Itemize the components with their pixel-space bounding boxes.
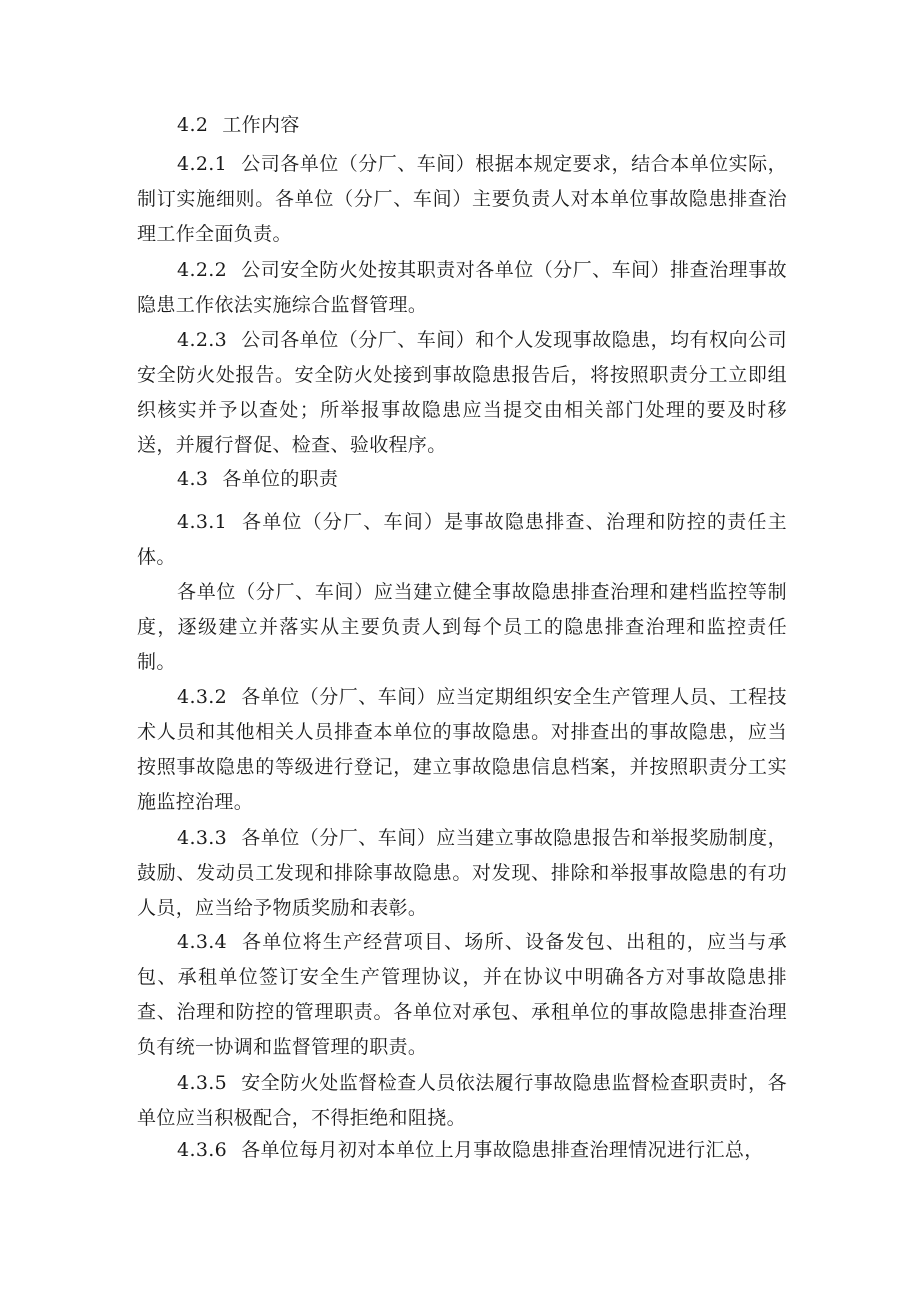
clause-4-3-1-detail <box>137 575 787 680</box>
clause-number: 4.3.5 <box>177 1072 228 1094</box>
clause-text: 各单位（分厂、车间）应当定期组织安全生产管理人员、工程技术人员和其他相关人员排查本单位的事故隐患。对排查出的事故隐患，应当按照事故隐患的等级进行登记，建立事故隐患信息档案，并按照职责分工实施监控治理。 <box>137 686 787 813</box>
clause-4-3-3 <box>137 821 787 926</box>
clause-number: 4.3.3 <box>177 827 228 849</box>
clause-text: 安全防火处监督检查人员依法履行事故隐患监督检查职责时，各单位应当积极配合，不得拒绝和阻挠。 <box>137 1072 787 1129</box>
clause-text: 工作内容 <box>222 114 300 136</box>
clause-number: 4.3.6 <box>177 1139 228 1161</box>
clause-number: 4.3.1 <box>177 511 228 533</box>
clause-number: 4.2.2 <box>177 259 228 281</box>
clause-4-3-2 <box>137 680 787 820</box>
clause-number: 4.3.4 <box>177 931 228 953</box>
clause-text: 各单位（分厂、车间）是事故隐患排查、治理和防控的责任主体。 <box>137 511 787 568</box>
clause-text: 各单位的职责 <box>222 468 339 490</box>
section-heading-4-2 <box>137 108 787 143</box>
clause-4-2-2 <box>137 253 787 323</box>
section-heading-4-3 <box>137 462 787 497</box>
clause-number: 4.2 <box>177 114 209 136</box>
clause-4-3-6 <box>137 1133 787 1168</box>
clause-text: 公司各单位（分厂、车间）根据本规定要求，结合本单位实际，制订实施细则。各单位（分厂、车间）主要负责人对本单位事故隐患排查治理工作全面负责。 <box>137 153 787 245</box>
clause-4-3-5 <box>137 1066 787 1136</box>
clause-text: 各单位（分厂、车间）应当建立事故隐患报告和举报奖励制度，鼓励、发动员工发现和排除事故隐患。对发现、排除和举报事故隐患的有功人员，应当给予物质奖励和表彰。 <box>137 827 787 919</box>
clause-text: 各单位（分厂、车间）应当建立健全事故隐患排查治理和建档监控等制度，逐级建立并落实从主要负责人到每个员工的隐患排查治理和监控责任制。 <box>137 581 787 673</box>
clause-number: 4.3.2 <box>177 686 228 708</box>
clause-4-3-4 <box>137 925 787 1065</box>
clause-number: 4.2.1 <box>177 153 228 175</box>
clause-text: 公司安全防火处按其职责对各单位（分厂、车间）排查治理事故隐患工作依法实施综合监督管理。 <box>137 259 787 316</box>
clause-4-2-1 <box>137 147 787 252</box>
clause-text: 各单位将生产经营项目、场所、设备发包、出租的，应当与承包、承租单位签订安全生产管理协议，并在协议中明确各方对事故隐患排查、治理和防控的管理职责。各单位对承包、承租单位的事故隐患排查治理负有统一协调和监督管理的职责。 <box>137 931 787 1058</box>
clause-number: 4.2.3 <box>177 329 228 351</box>
clause-4-2-3 <box>137 323 787 463</box>
clause-text: 公司各单位（分厂、车间）和个人发现事故隐患，均有权向公司安全防火处报告。安全防火处接到事故隐患报告后，将按照职责分工立即组织核实并予以查处；所举报事故隐患应当提交由相关部门处理的要及时移送，并履行督促、检查、验收程序。 <box>137 329 787 456</box>
clause-text: 各单位每月初对本单位上月事故隐患排查治理情况进行汇总， <box>241 1139 764 1161</box>
clause-number: 4.3 <box>177 468 209 490</box>
clause-4-3-1 <box>137 505 787 575</box>
